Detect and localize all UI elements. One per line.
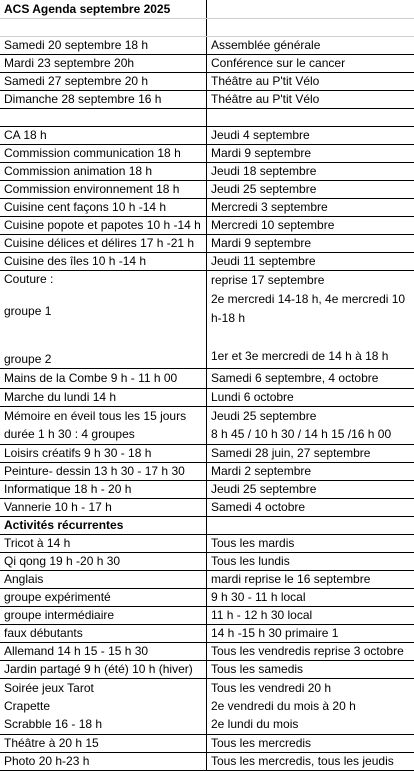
schedule-cell: Samedi 28 juin, 27 septembre: [211, 446, 371, 460]
cell-line: [4, 335, 206, 351]
cell-line: [211, 328, 414, 347]
table-row: [0, 235, 414, 253]
schedule-cell: Théâtre au P'tit Vélo: [211, 74, 320, 88]
table-row: [0, 753, 414, 771]
activity-cell: [0, 19, 207, 36]
activity-cell: Théâtre à 20 h 15: [0, 735, 207, 752]
activity-cell: Mains de la Combe 9 h - 11 h 00: [0, 369, 207, 388]
activity-cell: Loisirs créatifs 9 h 30 - 18 h: [0, 445, 207, 462]
schedule-cell: Tous les samedis: [211, 662, 304, 676]
table-row: [0, 661, 414, 679]
schedule-cell: [207, 517, 414, 534]
activity-cell: Mardi 23 septembre 20h: [0, 55, 207, 72]
schedule-cell: Tous les mercredis, tous les jeudis: [211, 754, 394, 768]
schedule-cell: [207, 19, 414, 36]
schedule-cell: Mercredi 10 septembre: [211, 218, 335, 232]
activity-cell: groupe expérimenté: [0, 589, 207, 606]
cell-line: Crapette: [4, 699, 51, 713]
cell-line: [4, 319, 206, 335]
table-row: [0, 19, 414, 37]
table-row: [0, 253, 414, 271]
schedule-cell: Samedi 4 octobre: [211, 500, 306, 514]
cell-line: 8 h 45 / 10 h 30 / 14 h 15 /16 h 00: [211, 427, 392, 441]
activity-cell: Marche du lundi 14 h: [0, 389, 207, 406]
table-row: [0, 55, 414, 73]
activity-cell: Cuisine cent façons 10 h -14 h: [0, 199, 207, 216]
table-row: [0, 481, 414, 499]
table-row: [0, 407, 414, 445]
schedule-cell: Tous les vendredis reprise 3 octobre: [211, 644, 404, 658]
cell-line: 1er et 3e mercredi de 14 h à 18 h: [211, 349, 389, 363]
table-row: [0, 127, 414, 145]
activity-cell: Anglais: [0, 571, 207, 588]
table-row: [0, 199, 414, 217]
schedule-cell: Mardi 2 septembre: [211, 464, 312, 478]
cell-line: 2e mercredi 14-18 h, 4e mercredi 10: [211, 292, 406, 306]
activity-cell: CA 18 h: [0, 127, 207, 144]
cell-line: 2e vendredi du mois à 20 h: [211, 699, 356, 713]
schedule-cell: [207, 109, 414, 126]
activity-cell: Allemand 14 h 15 - 15 h 30: [0, 643, 207, 660]
table-row: [0, 163, 414, 181]
activity-cell: Activités récurrentes: [0, 517, 207, 534]
cell-line: Scrabble 16 - 18 h: [4, 717, 103, 731]
table-row: [0, 271, 414, 369]
activity-cell: ACS Agenda septembre 2025: [0, 0, 207, 18]
table-row: [0, 589, 414, 607]
table-row: [0, 389, 414, 407]
activity-cell: Vannerie 10 h - 17 h: [0, 499, 207, 516]
cell-line: [4, 287, 206, 303]
schedule-cell: Samedi 6 septembre, 4 octobre: [211, 371, 379, 385]
activity-cell: groupe intermédiaire: [0, 607, 207, 624]
cell-line: Couture :: [4, 272, 54, 286]
schedule-cell: Tous les mardis: [211, 536, 295, 550]
table-row: [0, 553, 414, 571]
schedule-cell: mardi reprise le 16 septembre: [211, 572, 371, 586]
table-row: [0, 499, 414, 517]
schedule-cell: Jeudi 4 septembre: [211, 128, 310, 142]
activity-cell: Commission animation 18 h: [0, 163, 207, 180]
activity-cell: Cuisine popote et papotes 10 h -14 h: [0, 217, 207, 234]
table-row: [0, 217, 414, 235]
cell-line: durée 1 h 30 : 4 groupes: [4, 427, 135, 441]
table-row: [0, 181, 414, 199]
schedule-cell: [207, 271, 414, 368]
title-row: [0, 0, 414, 19]
table-row: [0, 735, 414, 753]
schedule-cell: Tous les mercredis: [211, 736, 312, 750]
schedule-cell: Mardi 9 septembre: [211, 146, 312, 160]
section-header-row: [0, 517, 414, 535]
table-row: [0, 37, 414, 55]
table-row: [0, 643, 414, 661]
schedule-cell: Théâtre au P'tit Vélo: [211, 92, 320, 106]
activity-cell: [0, 407, 207, 444]
cell-line: Jeudi 25 septembre: [211, 409, 317, 423]
schedule-cell: 9 h 30 - 11 h local: [211, 590, 306, 604]
schedule-cell: Mercredi 3 septembre: [211, 200, 328, 214]
cell-line: reprise 17 septembre: [211, 273, 325, 287]
schedule-cell: Jeudi 11 septembre: [211, 254, 316, 268]
cell-line: Mémoire en éveil tous les 15 jours: [4, 409, 187, 423]
schedule-cell: Jeudi 18 septembre: [211, 164, 317, 178]
activity-cell: [0, 679, 207, 734]
schedule-cell: Jeudi 25 septembre: [211, 482, 317, 496]
schedule-cell: Mardi 9 septembre: [211, 236, 312, 250]
schedule-cell: [207, 0, 414, 18]
schedule-cell: [207, 679, 414, 734]
schedule-cell: 11 h - 12 h 30 local: [211, 608, 313, 622]
activity-cell: Photo 20 h-23 h: [0, 753, 207, 770]
activity-cell: Cuisine délices et délires 17 h -21 h: [0, 235, 207, 252]
cell-line: Soirée jeux Tarot: [4, 681, 94, 695]
table-row: [0, 369, 414, 389]
table-row: [0, 109, 414, 127]
table-row: [0, 73, 414, 91]
cell-line: groupe 1: [4, 304, 52, 318]
table-row: [0, 145, 414, 163]
activity-cell: Samedi 20 septembre 18 h: [0, 37, 207, 54]
table-row: [0, 445, 414, 463]
activity-cell: Peinture- dessin 13 h 30 - 17 h 30: [0, 463, 207, 480]
activity-cell: Dimanche 28 septembre 16 h: [0, 91, 207, 108]
schedule-cell: Conférence sur le cancer: [211, 56, 346, 70]
schedule-cell: 14 h -15 h 30 primaire 1: [211, 626, 339, 640]
activity-cell: Informatique 18 h - 20 h: [0, 481, 207, 498]
schedule-cell: Assemblée générale: [211, 38, 321, 52]
cell-line: h-18 h: [211, 311, 246, 325]
table-row: [0, 571, 414, 589]
activity-cell: Jardin partagé 9 h (été) 10 h (hiver): [0, 661, 207, 678]
activity-cell: Commission communication 18 h: [0, 145, 207, 162]
activity-cell: Cuisine des îles 10 h -14 h: [0, 253, 207, 270]
table-row: [0, 463, 414, 481]
activity-cell: Tricot à 14 h: [0, 535, 207, 552]
cell-line: groupe 2: [4, 352, 52, 366]
cell-line: 2e lundi du mois: [211, 717, 299, 731]
schedule-cell: Jeudi 25 septembre: [211, 182, 317, 196]
cell-line: Tous les vendredi 20 h: [211, 681, 332, 695]
table-row: [0, 607, 414, 625]
table-row: [0, 625, 414, 643]
activity-cell: [0, 109, 207, 126]
activity-cell: faux débutants: [0, 625, 207, 642]
table-row: [0, 535, 414, 553]
table-row: [0, 679, 414, 735]
activity-cell: Samedi 27 septembre 20 h: [0, 73, 207, 90]
activity-cell: Qi qong 19 h -20 h 30: [0, 553, 207, 570]
schedule-cell: [207, 407, 414, 444]
activity-cell: Commission environnement 18 h: [0, 181, 207, 198]
activity-cell: [0, 271, 207, 368]
schedule-cell: Lundi 6 octobre: [211, 390, 294, 404]
schedule-cell: Tous les lundis: [211, 554, 290, 568]
table-row: [0, 91, 414, 109]
